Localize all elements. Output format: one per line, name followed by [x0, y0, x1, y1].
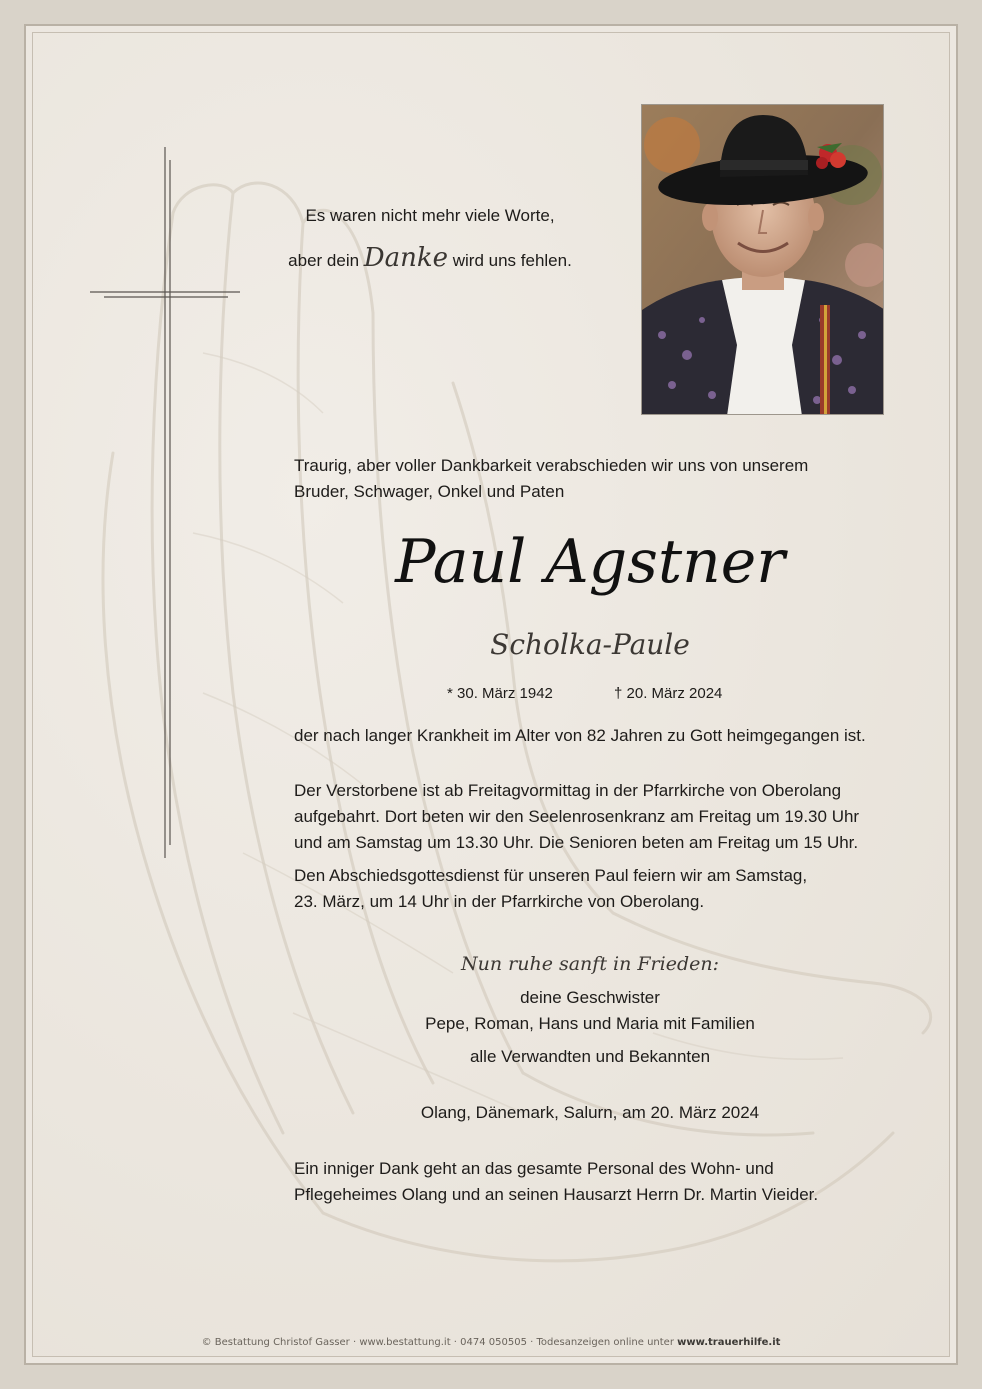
thanks-line-1: Ein inniger Dank geht an das gesamte Personal des Wohn- und: [294, 1159, 774, 1178]
funeral-line-2: 23. März, um 14 Uhr in der Pfarrkirche von Oberolang.: [294, 892, 705, 911]
arrangements-line-3: und am Samstag um 13.30 Uhr. Die Senioren beten am Freitag um 15 Uhr.: [294, 833, 859, 852]
deceased-nickname: Scholka-Paule: [490, 628, 690, 661]
intro-line-2: Bruder, Schwager, Onkel und Paten: [294, 482, 565, 501]
thanks-line-2: Pflegeheimes Olang und an seinen Hausarzt Herrn Dr. Martin Vieider.: [294, 1185, 819, 1204]
intro-line-1: Traurig, aber voller Dankbarkeit verabschieden wir uns von unserem: [294, 456, 809, 475]
death-date: † 20. März 2024: [614, 685, 723, 702]
opening-line-2: [250, 245, 610, 274]
opening-line-1: Es waren nicht mehr viele Worte,: [305, 206, 555, 225]
farewell-siblings: deine Geschwister: [520, 988, 660, 1007]
danke-script: Danke: [363, 243, 449, 273]
passing-text: der nach langer Krankheit im Alter von 82 Jahren zu Gott heimgegangen ist.: [294, 726, 866, 745]
arrangements-line-2: aufgebahrt. Dort beten wir den Seelenrosenkranz am Freitag um 19.30 Uhr: [294, 807, 860, 826]
place-and-date: Olang, Dänemark, Salurn, am 20. März 2024: [420, 1103, 760, 1122]
funeral-line-1: Den Abschiedsgottesdienst für unseren Paul feiern wir am Samstag,: [294, 866, 808, 885]
deceased-name: Paul Agstner: [395, 527, 785, 597]
farewell-names: Pepe, Roman, Hans und Maria mit Familien: [425, 1014, 755, 1033]
farewell-relatives: alle Verwandten und Bekannten: [469, 1047, 711, 1066]
footer-link[interactable]: www.trauerhilfe.it: [677, 1337, 781, 1348]
opening-line-2-start: aber dein: [288, 251, 360, 270]
footer-text: © Bestattung Christof Gasser · www.bestattung.it · 0474 050505 · Todesanzeigen online unter: [201, 1337, 674, 1348]
portrait-photo-image: [642, 105, 884, 415]
footer: [0, 1337, 982, 1348]
arrangements-line-1: Der Verstorbene ist ab Freitagvormittag in der Pfarrkirche von Oberolang: [294, 781, 842, 800]
opening-line-2-end: wird uns fehlen.: [452, 251, 572, 270]
birth-date: * 30. März 1942: [447, 685, 553, 702]
portrait-photo: [641, 104, 884, 415]
farewell-script: Nun ruhe sanft in Frieden:: [461, 953, 719, 975]
